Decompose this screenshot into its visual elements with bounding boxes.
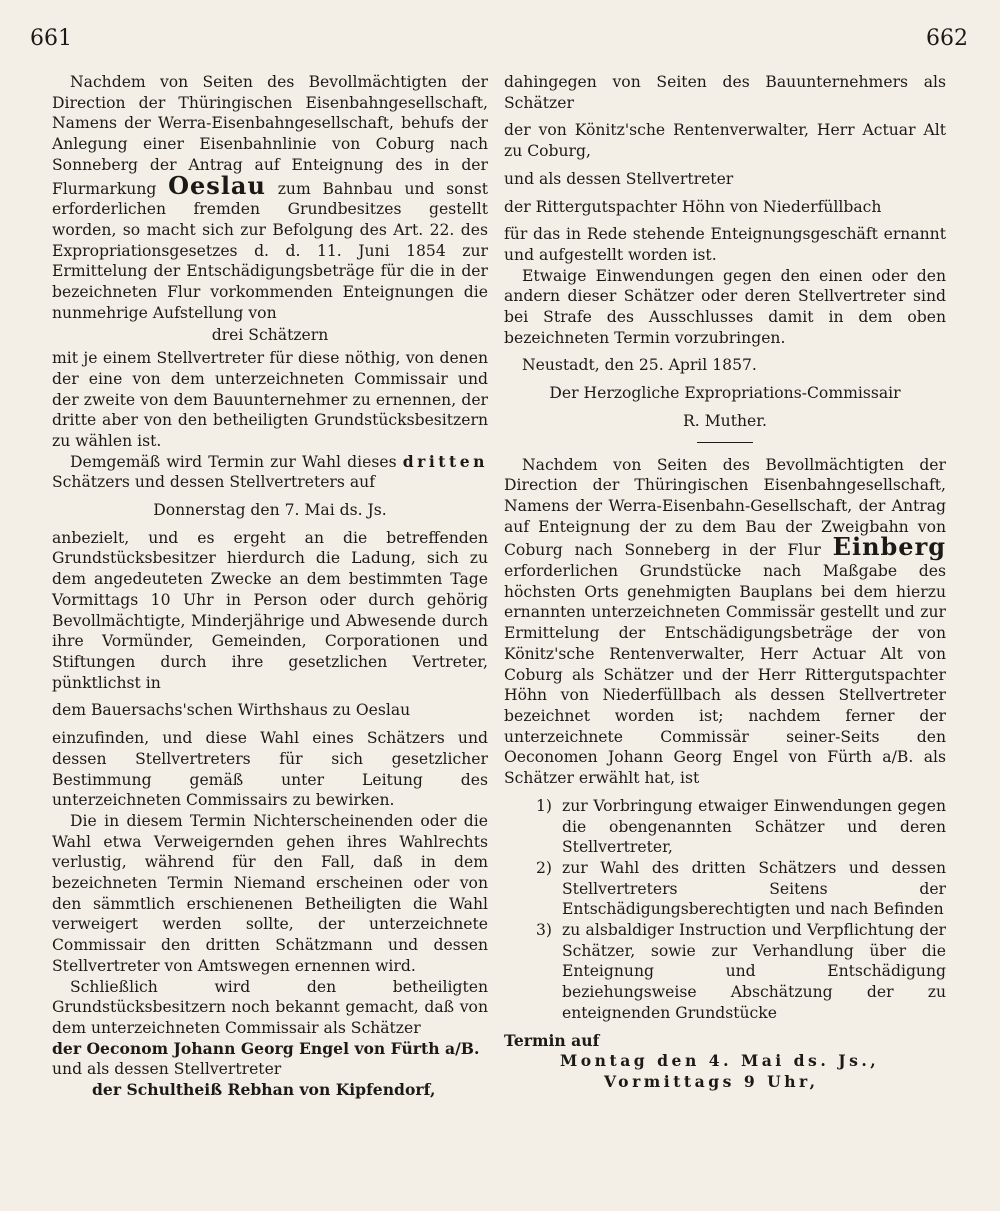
termin-time: Vormittags 9 Uhr, — [604, 1071, 819, 1091]
meeting-venue-line: dem Bauersachs'schen Wirthshaus zu Oeslau — [52, 701, 411, 720]
signature-title: Der Herzogliche Expropriations-Commissair — [549, 384, 901, 403]
agenda-list — [504, 796, 946, 1024]
left-p4c: Schätzers und dessen Stellvertreters auf — [52, 473, 375, 492]
right-appraiser-line: der von Könitz'sche Rentenverwalter, Herr Actuar Alt zu Coburg, — [504, 121, 946, 161]
place-name-einberg: Einberg — [832, 532, 946, 562]
left-paragraph-3: mit je einem Stellvertreter für diese nöthig, von denen der eine von dem unterzeichneten Commissair und der zweite von dem Bauunternehmer zu ernennen, der dritte aber von den betheiligten Grundstücksbesitzern zu wählen ist. — [52, 349, 488, 450]
right-paragraph-3: und als dessen Stellvertreter — [504, 169, 734, 188]
left-column — [52, 72, 488, 1101]
right-deputy-line: der Rittergutspachter Höhn von Niederfüllbach — [504, 197, 882, 216]
list-item-number: 2) — [535, 858, 552, 877]
list-item-number: 3) — [535, 921, 552, 940]
termin-line: Termin auf — [504, 1030, 600, 1050]
right-column — [504, 72, 946, 1093]
right-q1-rest: erforderlichen Grundstücke nach Maßgabe des höchsten Orts genehmigten Bauplans bei dem hierzu ernannten unterzeichneten Commissär gestellt und zur Ermittelung der Entschädigungsbeträge der von Könitz'sche Rentenverwalter, Herr Actuar Alt von Coburg als Schätzer und der Herr Rittergutspachter Höhn von Niederfüllbach als dessen Stellvertreter bezeichnet worden ist; nachdem ferner der unterzeichnete Commissär seiner-Seits den Oeconomen Johann Georg Engel von Fürth a/B. als Schätzer erwählt hat, ist — [504, 562, 946, 788]
left-p1-text: Nachdem von Seiten des Bevollmächtigten der Direction der Thüringischen Eisenbahngesellschaft, Namens der Werra-Eisenbahngesellschaft, behufs der Anlegung einer Eisenbahnlinie von Coburg nach Sonneberg der Antrag auf Enteignung des in der Flurmarkung — [52, 73, 488, 198]
right-paragraph-1: dahingegen von Seiten des Bauunternehmers als Schätzer — [504, 73, 946, 112]
termin-day: Montag den 4. Mai ds. Js., — [560, 1051, 880, 1071]
left-paragraph-1 — [52, 72, 488, 323]
list-item-text: zu alsbaldiger Instruction und Verpflichtung der Schätzer, sowie zur Verhandlung über die Enteignung und Entschädigung beziehungsweise Abschätzung der zu enteignenden Grundstücke — [562, 921, 946, 1022]
list-item — [504, 858, 946, 920]
signature-name: R. Muther. — [683, 411, 767, 430]
place-name-oeslau: Oeslau — [168, 170, 266, 200]
list-item-text: zur Vorbringung etwaiger Einwendungen gegen die obengenannten Schätzer und deren Stellvertreter, — [562, 796, 946, 857]
three-appraisers-heading: drei Schätzern — [211, 326, 329, 345]
left-paragraph-4 — [52, 452, 488, 493]
date-line: Neustadt, den 25. April 1857. — [522, 356, 757, 375]
left-paragraph-10: Schließlich wird den betheiligten Grundstücksbesitzern noch bekannt gemacht, daß von dem unterzeichneten Commissair als Schätzer — [52, 977, 488, 1037]
list-item — [504, 796, 946, 858]
meeting-date-line: Donnerstag den 7. Mai ds. Js. — [153, 501, 387, 520]
left-p4a: Demgemäß wird Termin zur Wahl dieses — [70, 452, 397, 471]
page-number-left: 661 — [30, 26, 72, 51]
appraiser-name-line: der Oeconom Johann Georg Engel von Fürth a/B. — [52, 1038, 480, 1058]
right-paragraph-5: für das in Rede stehende Enteignungsgeschäft ernannt und aufgestellt worden ist. — [504, 225, 946, 264]
deputy-name-line: der Schultheiß Rebhan von Kipfendorf, — [92, 1080, 436, 1100]
right-second-notice — [504, 455, 946, 789]
right-paragraph-6: Etwaige Einwendungen gegen den einen oder den andern dieser Schätzer oder deren Stellvertreter sind bei Strafe des Ausschlusses damit in dem oben bezeichneten Termin vorzubringen. — [504, 266, 946, 347]
list-item-text: zur Wahl des dritten Schätzers und dessen Stellvertreters Seitens der Entschädigungsberechtigten und nach Befinden — [562, 858, 946, 919]
left-paragraph-9: Die in diesem Termin Nichterscheinenden oder die Wahl etwa Verweigernden gehen ihres Wahlrechts verlustig, während für den Fall, daß in dem bezeichneten Termin Niemand erscheinen oder von den sämmtlich erschienenen Betheiligten die Wahl verweigert werden sollte, der unterzeichnete Commissair den dritten Schätzmann und dessen Stellvertreter von Amtswegen ernennen wird. — [52, 811, 488, 975]
right-q1-text: Nachdem von Seiten des Bevollmächtigten der Direction der Thüringischen Eisenbahngesellschaft, Namens der Werra-Eisenbahn-Gesellschaft, der Antrag auf Enteignung der zu dem Bau der Zweigbahn von Coburg nach Sonneberg in der Flur — [504, 455, 946, 560]
left-paragraph-12: und als dessen Stellvertreter — [52, 1060, 282, 1079]
list-item — [504, 920, 946, 1024]
list-item-number: 1) — [535, 796, 552, 815]
left-paragraph-6: anbezielt, und es ergeht an die betreffenden Grundstücksbesitzer hierdurch die Ladung, sich zu dem angedeuteten Zwecke an dem bestimmten Tage Vormittags 10 Uhr in Person oder durch gehörig Bevollmächtigte, Minderjährige und Abwesende durch ihre Vormünder, Gemeinden, Corporationen und Stiftungen durch ihre gesetzlichen Vertreter, pünktlichst in — [52, 528, 488, 692]
left-paragraph-8: einzufinden, und diese Wahl eines Schätzers und dessen Stellvertreters für sich gesetzlicher Bestimmung gemäß unter Leitung des unterzeichneten Commissairs zu bewirken. — [52, 729, 488, 810]
left-p1-rest: zum Bahnbau und sonst erforderlichen fremden Grundbesitzes gestellt worden, so macht sich zur Befolgung des Art. 22. des Expropriationsgesetzes d. d. 11. Juni 1854 zur Ermittelung der Entschädigungsbeträge für die in der bezeichneten Flur vorkommenden Enteignungen die nunmehrige Aufstellung von — [52, 179, 488, 322]
section-divider — [697, 442, 753, 443]
page-number-right: 662 — [926, 26, 968, 51]
left-p4-spaced: dritten — [402, 451, 488, 471]
